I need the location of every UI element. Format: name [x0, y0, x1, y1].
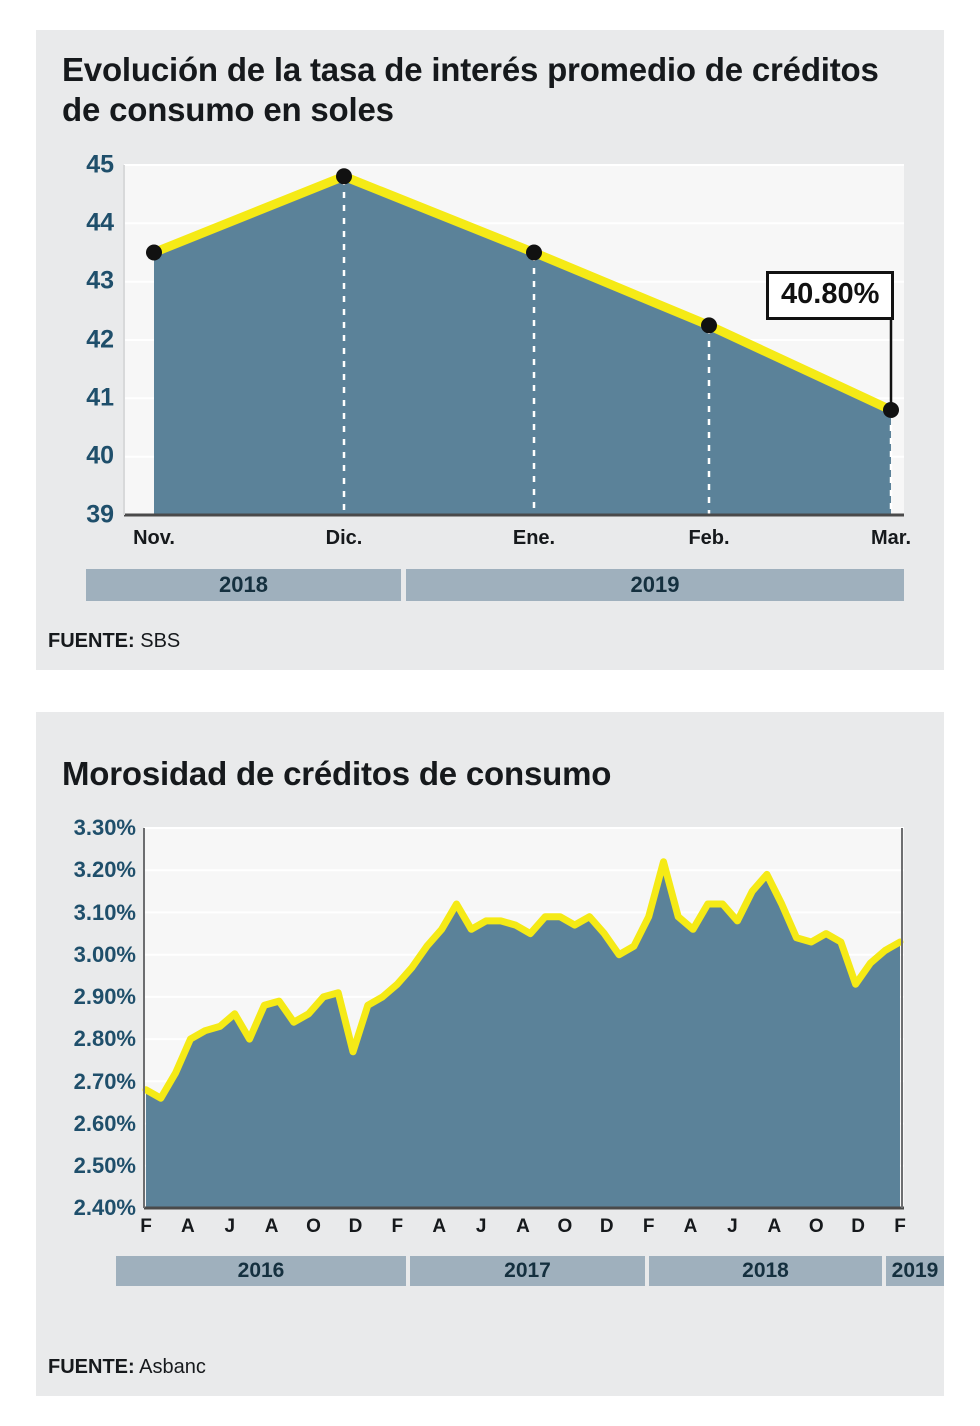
year-group-2018: 2018 [649, 1256, 882, 1286]
x-tick-nov: Nov. [133, 526, 175, 549]
x-tick-mar: Mar. [870, 526, 912, 549]
y-tick-250: 2.50% [73, 1153, 136, 1179]
x-tick-feb: Feb. [688, 526, 730, 549]
source-label-2: FUENTE: [48, 1356, 135, 1378]
x-tick-1: A [181, 1216, 195, 1238]
y-tick-310: 3.10% [73, 899, 136, 925]
x-tick-6: F [391, 1216, 404, 1238]
x-tick-5: D [348, 1216, 363, 1238]
y-tick-300: 3.00% [73, 941, 136, 967]
y-tick-330: 3.30% [73, 815, 136, 841]
source-value-1: SBS [140, 630, 181, 652]
chart-interest-rate [36, 145, 944, 597]
page-title: Evolución de la tasa de interés promedio de créditos de consumo en soles [62, 51, 879, 129]
chart-interest-rate-svg [36, 145, 944, 575]
y-tick-41: 41 [86, 383, 114, 412]
y-tick-44: 44 [86, 208, 114, 237]
y-tick-40: 40 [86, 441, 114, 470]
value-callout: 40.80% [766, 271, 894, 320]
y-tick-270: 2.70% [73, 1068, 136, 1094]
year-group-2019: 2019 [886, 1256, 944, 1286]
x-tick-dic: Dic. [325, 526, 363, 549]
y-tick-260: 2.60% [73, 1110, 136, 1136]
x-tick-12: F [642, 1216, 655, 1238]
chart-panel-interest-rate [36, 30, 944, 670]
y-tick-240: 2.40% [73, 1195, 136, 1221]
x-tick-13: A [683, 1216, 698, 1238]
x-tick-16: O [808, 1216, 824, 1238]
year-group-2017: 2017 [410, 1256, 645, 1286]
y-tick-43: 43 [86, 266, 114, 295]
x-tick-ene: Ene. [512, 526, 556, 549]
chart-panel-delinquency [36, 712, 944, 1396]
x-tick-11: D [599, 1216, 614, 1238]
x-tick-0: F [140, 1216, 152, 1238]
source-label-1: FUENTE: [48, 630, 135, 652]
y-tick-39: 39 [86, 500, 114, 528]
y-tick-290: 2.90% [73, 984, 136, 1010]
x-tick-18: F [894, 1216, 906, 1238]
y-tick-45: 45 [86, 150, 114, 178]
y-tick-42: 42 [86, 325, 114, 353]
x-tick-15: A [767, 1216, 782, 1238]
x-tick-14: J [727, 1216, 738, 1238]
x-tick-4: O [306, 1216, 321, 1238]
source-value-2: Asbanc [139, 1356, 206, 1378]
source-note-2 [48, 1356, 206, 1379]
year-group-2016: 2016 [116, 1256, 406, 1286]
chart-delinquency-svg [36, 808, 944, 1268]
y-tick-320: 3.20% [73, 857, 136, 883]
source-note-1 [48, 630, 180, 653]
page-title-2: Morosidad de créditos de consumo [62, 755, 612, 792]
x-tick-9: A [516, 1216, 530, 1238]
year-group-2019: 2019 [406, 569, 904, 601]
x-tick-2: J [224, 1216, 236, 1238]
year-group-2018: 2018 [86, 569, 401, 601]
x-tick-10: O [557, 1216, 573, 1238]
chart-delinquency [36, 808, 944, 1283]
x-tick-8: J [475, 1216, 487, 1238]
x-tick-3: A [264, 1216, 279, 1238]
y-tick-280: 2.80% [73, 1026, 136, 1052]
x-tick-17: D [851, 1216, 865, 1238]
x-tick-7: A [432, 1216, 447, 1238]
